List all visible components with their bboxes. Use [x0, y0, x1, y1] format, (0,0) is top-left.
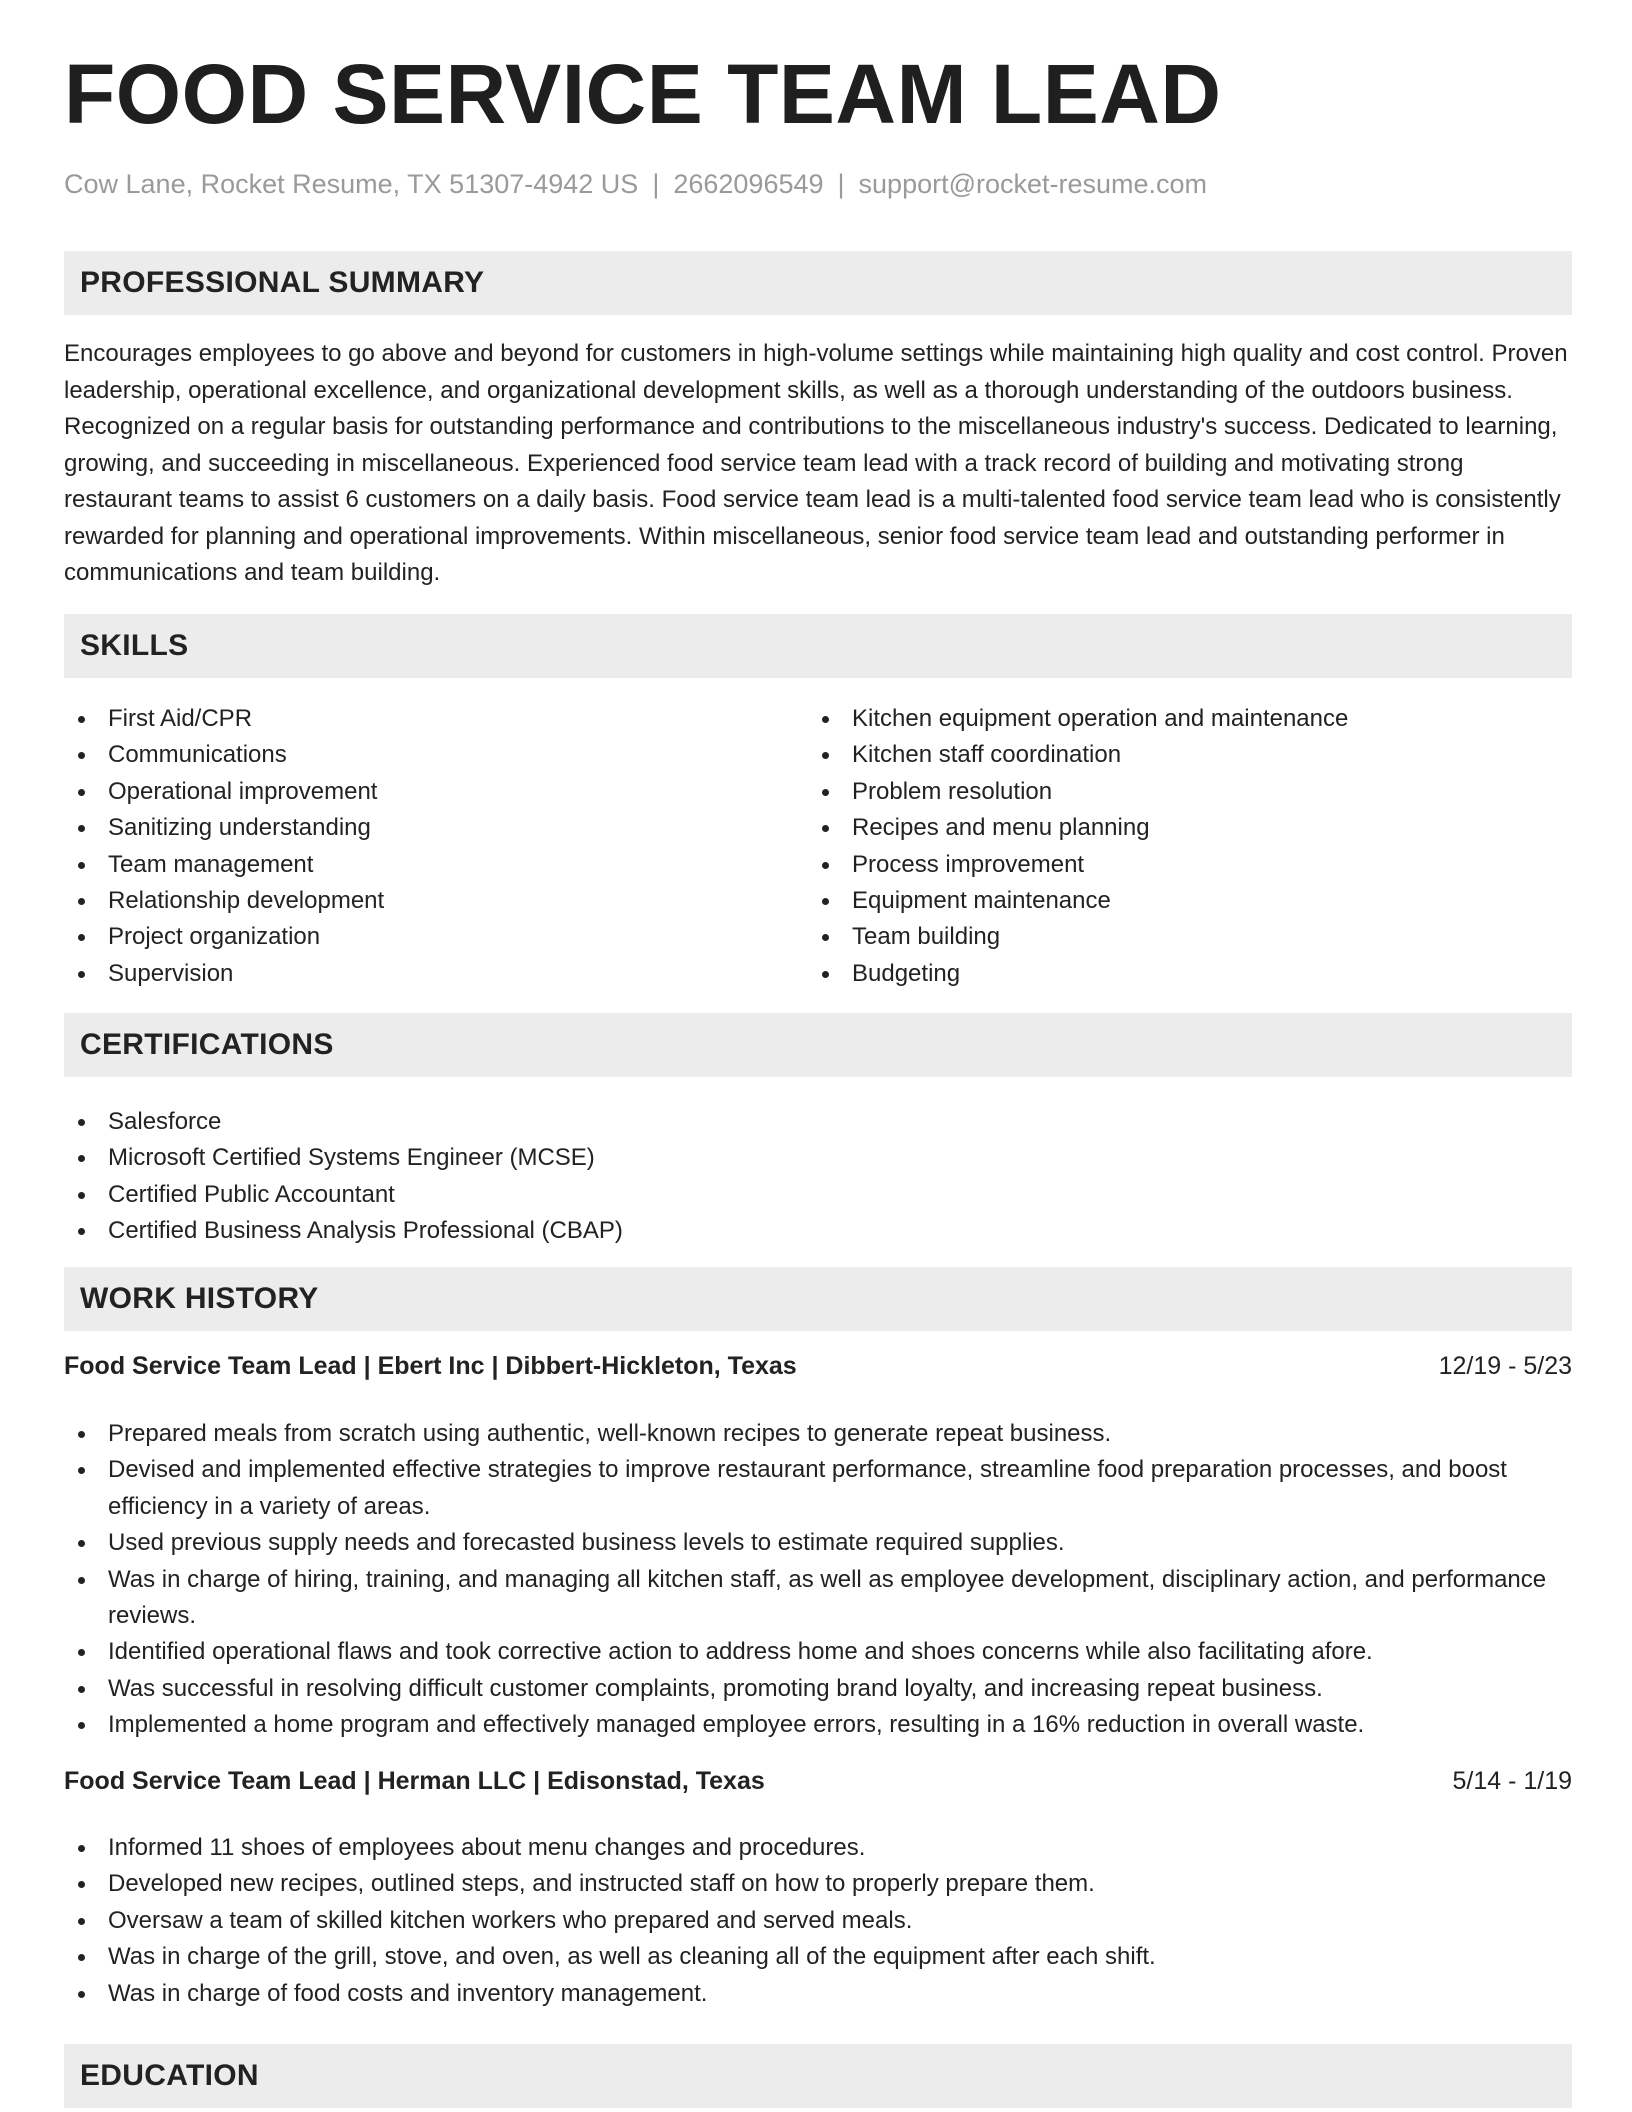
certification-item: Certified Public Accountant	[64, 1177, 1572, 1213]
job-bullet: Was successful in resolving difficult customer complaints, promoting brand loyalty, and increasing repeat business.	[64, 1671, 1572, 1707]
job-title: Food Service Team Lead | Herman LLC | Edisonstad, Texas	[64, 1767, 765, 1795]
job-bullet: Informed 11 shoes of employees about menu changes and procedures.	[64, 1830, 1572, 1866]
skill-item: Kitchen equipment operation and maintenance	[808, 701, 1572, 737]
section-title-education: EDUCATION	[80, 2059, 259, 2092]
contact-separator: |	[837, 169, 845, 199]
section-title-skills: SKILLS	[80, 629, 189, 662]
skill-item: Team management	[64, 847, 804, 883]
certification-item: Certified Business Analysis Professional (CBAP)	[64, 1213, 1572, 1249]
certification-item: Microsoft Certified Systems Engineer (MCSE)	[64, 1140, 1572, 1176]
job-header	[64, 1348, 1572, 1384]
job-bullet: Used previous supply needs and forecasted business levels to estimate required supplies.	[64, 1525, 1572, 1561]
candidate-name: FOOD SERVICE TEAM LEAD	[64, 47, 1222, 141]
job-bullet: Was in charge of hiring, training, and managing all kitchen staff, as well as employee development, disciplinary action, and performance reviews.	[64, 1562, 1572, 1635]
section-header-summary	[64, 251, 1572, 315]
job-bullet: Was in charge of food costs and inventory management.	[64, 1976, 1572, 2012]
job-bullet: Devised and implemented effective strategies to improve restaurant performance, streamline food preparation processes, and boost efficiency in a variety of areas.	[64, 1452, 1572, 1525]
skill-item: Project organization	[64, 919, 804, 955]
job-bullet: Identified operational flaws and took corrective action to address home and shoes concerns while also facilitating afore.	[64, 1634, 1572, 1670]
job-dates: 12/19 - 5/23	[1438, 1352, 1572, 1380]
job-bullet: Oversaw a team of skilled kitchen workers who prepared and served meals.	[64, 1903, 1572, 1939]
job-bullets	[64, 1830, 1572, 2012]
contact-separator: |	[652, 169, 660, 199]
job-bullet: Developed new recipes, outlined steps, and instructed staff on how to properly prepare them.	[64, 1866, 1572, 1902]
skill-item: Relationship development	[64, 883, 804, 919]
job-bullets	[64, 1416, 1572, 1744]
skill-item: Kitchen staff coordination	[808, 737, 1572, 773]
section-header-skills	[64, 614, 1572, 678]
skills-list-left	[64, 701, 804, 992]
summary-text: Encourages employees to go above and beyond for customers in high-volume settings while maintaining high quality and cost control. Proven leadership, operational excellence, and organizational development skills, as well as a thorough understanding of the outdoors business. Recognized on a regular basis for outstanding performance and contributions to the miscellaneous industry's success. Dedicated to learning, growing, and succeeding in miscellaneous. Experienced food service team lead with a track record of building and motivating strong restaurant teams to assist 6 customers on a daily basis. Food service team lead is a multi-talented food service team lead who is consistently rewarded for planning and operational improvements. Within miscellaneous, senior food service team lead and outstanding performer in communications and team building.	[64, 340, 1568, 586]
job-header	[64, 1763, 1572, 1799]
skill-item: First Aid/CPR	[64, 701, 804, 737]
skill-item: Recipes and menu planning	[808, 810, 1572, 846]
skill-item: Communications	[64, 737, 804, 773]
skill-item: Operational improvement	[64, 774, 804, 810]
certifications-list	[64, 1104, 1572, 1250]
skill-item: Process improvement	[808, 847, 1572, 883]
section-title-summary: PROFESSIONAL SUMMARY	[80, 266, 485, 299]
contact-phone: 2662096549	[673, 169, 824, 199]
skill-item: Team building	[808, 919, 1572, 955]
skills-list-right	[808, 701, 1572, 992]
job-bullet: Prepared meals from scratch using authentic, well-known recipes to generate repeat business.	[64, 1416, 1572, 1452]
job-bullet: Was in charge of the grill, stove, and oven, as well as cleaning all of the equipment after each shift.	[64, 1939, 1572, 1975]
section-header-education	[64, 2044, 1572, 2108]
job-bullet: Implemented a home program and effectively managed employee errors, resulting in a 16% reduction in overall waste.	[64, 1707, 1572, 1743]
skill-item: Problem resolution	[808, 774, 1572, 810]
skill-item: Equipment maintenance	[808, 883, 1572, 919]
skill-item: Sanitizing understanding	[64, 810, 804, 846]
section-header-work-history	[64, 1267, 1572, 1331]
certification-item: Salesforce	[64, 1104, 1572, 1140]
section-title-certifications: CERTIFICATIONS	[80, 1028, 334, 1061]
contact-email[interactable]: support@rocket-resume.com	[858, 169, 1208, 199]
section-header-certifications	[64, 1013, 1572, 1077]
job-dates: 5/14 - 1/19	[1452, 1767, 1572, 1795]
skill-item: Budgeting	[808, 956, 1572, 992]
section-title-work-history: WORK HISTORY	[80, 1282, 319, 1315]
skill-item: Supervision	[64, 956, 804, 992]
contact-line	[64, 168, 1207, 200]
job-title: Food Service Team Lead | Ebert Inc | Dibbert-Hickleton, Texas	[64, 1352, 797, 1380]
contact-address: Cow Lane, Rocket Resume, TX 51307-4942 US	[64, 169, 639, 199]
